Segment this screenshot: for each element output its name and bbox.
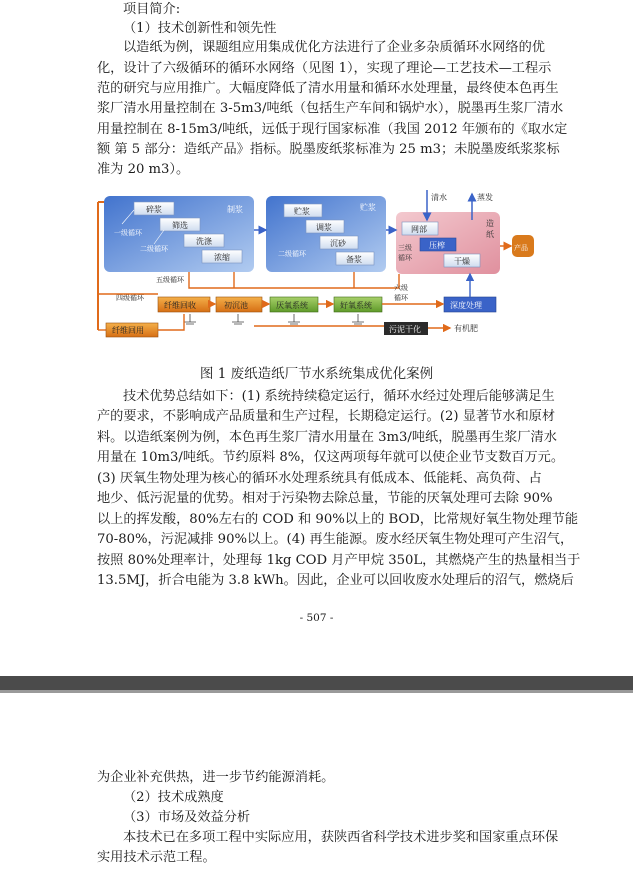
text-line: 本技术已在多项工程中实际应用，获陕西省科学技术进步奖和国家重点环保 [123, 830, 559, 845]
fertilizer-label: 有机肥 [454, 324, 478, 333]
box-fiberuse-label: 纤维回用 [112, 326, 144, 335]
box-deep-label: 深度处理 [450, 301, 482, 310]
text-line: 准为 20 m3）。 [97, 162, 190, 177]
loop4-label: 四级循环 [116, 294, 144, 302]
subsection-heading: （2）技术成熟度 [123, 790, 224, 805]
box-anaer-label: 厌氧系统 [276, 301, 308, 310]
loop3b-label: 循环 [398, 254, 412, 262]
text-line: 按照 80%处理率计，处理每 1kg COD 月产甲烷 350L，其燃烧产生的热量相当于 [97, 553, 581, 568]
box-desand-label: 沉砂 [330, 239, 346, 248]
box-prep-label: 备浆 [346, 255, 362, 264]
text-line: 产的要求，不影响成产品质量和生产过程，长期稳定运行。(2) 显著节水和原材 [97, 409, 556, 424]
text-line: (3) 厌氧生物处理为核心的循环水处理系统具有低成本、低能耗、高负荷、占 [97, 471, 542, 486]
box-screen-label: 筛选 [172, 221, 188, 230]
zone-paper-label-b: 纸 [486, 230, 494, 239]
product-label: 产品 [514, 244, 528, 252]
document-page-2 [0, 693, 633, 880]
page-number: - 507 - [299, 612, 334, 624]
text-line: 70-80%，污泥减排 90%以上。(4) 再生能源。废水经厌氧生物处理可产生沼气， [97, 532, 574, 547]
box-thicken-label: 浓缩 [214, 253, 230, 262]
water-network-diagram [94, 190, 540, 350]
loop2b-label: 二级循环 [278, 250, 306, 258]
box-aer-label: 好氧系统 [340, 301, 372, 310]
box-crush-label: 碎浆 [146, 205, 162, 214]
box-net-label: 网部 [411, 225, 427, 234]
figure-caption: 图 1 废纸造纸厂节水系统集成优化案例 [199, 366, 434, 382]
text-line: 以上的挥发酸，80%左右的 COD 和 90%以上的 BOD，比常规好氧生物处理节能 [97, 512, 579, 527]
page-separator [0, 676, 633, 690]
text-line: 用量在 10m3/吨纸。节约原料 8%，仅这两项每年就可以使企业节支数百万元。 [97, 450, 565, 465]
loop3a-label: 三级 [398, 244, 412, 252]
loop5-label: 五级循环 [156, 276, 184, 284]
text-line: 浆厂清水用量控制在 3-5m3/吨纸（包括生产车间和锅炉水），脱墨再生浆厂清水 [97, 101, 564, 116]
text-line: 为企业补充供热，进一步节约能源消耗。 [97, 770, 335, 785]
text-line: 技术优势总结如下：(1) 系统持续稳定运行，循环水经过处理后能够满足生 [123, 389, 555, 404]
box-fiber-label: 纤维回收 [164, 301, 196, 310]
text-line: 料。以造纸案例为例，本色再生浆厂清水用量在 3m3/吨纸，脱墨再生浆厂清水 [97, 430, 557, 445]
box-settle-label: 初沉池 [224, 301, 248, 310]
text-line: 地少、低污泥量的优势。相对于污染物去除总量，节能的厌氧处理可去除 90% [97, 491, 553, 506]
text-line: 范的研究与应用推广。大幅度降低了清水用量和循环水处理量，最终使本色再生 [97, 81, 559, 96]
subsection-heading: （3）市场及效益分析 [123, 810, 251, 825]
text-line: 额 第 5 部分：造纸产品》指标。脱墨废纸浆标准为 25 m3；未脱墨废纸浆浆标 [97, 142, 560, 157]
section-label: 项目简介: [123, 2, 181, 17]
loop2a-label: 二级循环 [140, 245, 168, 253]
evap-label: 蒸发 [477, 193, 493, 202]
text-line: 化，设计了六级循环的循环水网络（见图 1），实现了理论—工艺技术—工程示 [97, 61, 552, 76]
box-dry-label: 干燥 [454, 257, 470, 266]
text-line: 13.5MJ，折合电能为 3.8 kWh。因此，企业可以回收废水处理后的沼气，燃烧后 [97, 573, 574, 588]
text-line: 实用技术示范工程。 [97, 850, 216, 865]
text-line: 用量控制在 8-15m3/吨纸，远低于现行国家标准（我国 2012 年颁布的《取水定 [97, 122, 568, 137]
zone-pulping-label: 制浆 [227, 205, 243, 214]
loop6a-label: 六级 [394, 284, 408, 292]
subsection-heading: （1）技术创新性和领先性 [123, 21, 277, 36]
clean-water-label: 清水 [431, 193, 447, 202]
box-mix-label: 调浆 [316, 223, 332, 232]
zone-paper-label-a: 造 [486, 219, 494, 228]
box-wash-label: 洗涤 [196, 237, 212, 246]
box-store-label: 贮浆 [294, 207, 310, 216]
text-line: 以造纸为例，课题组应用集成优化方法进行了企业多杂质循环水网络的优 [123, 40, 545, 55]
box-sludge-label: 污泥干化 [389, 325, 421, 334]
zone-storage-label: 贮浆 [360, 203, 376, 212]
loop6b-label: 循环 [394, 294, 408, 302]
loop1-label: 一级循环 [114, 229, 142, 237]
box-press-label: 压榨 [429, 241, 445, 250]
